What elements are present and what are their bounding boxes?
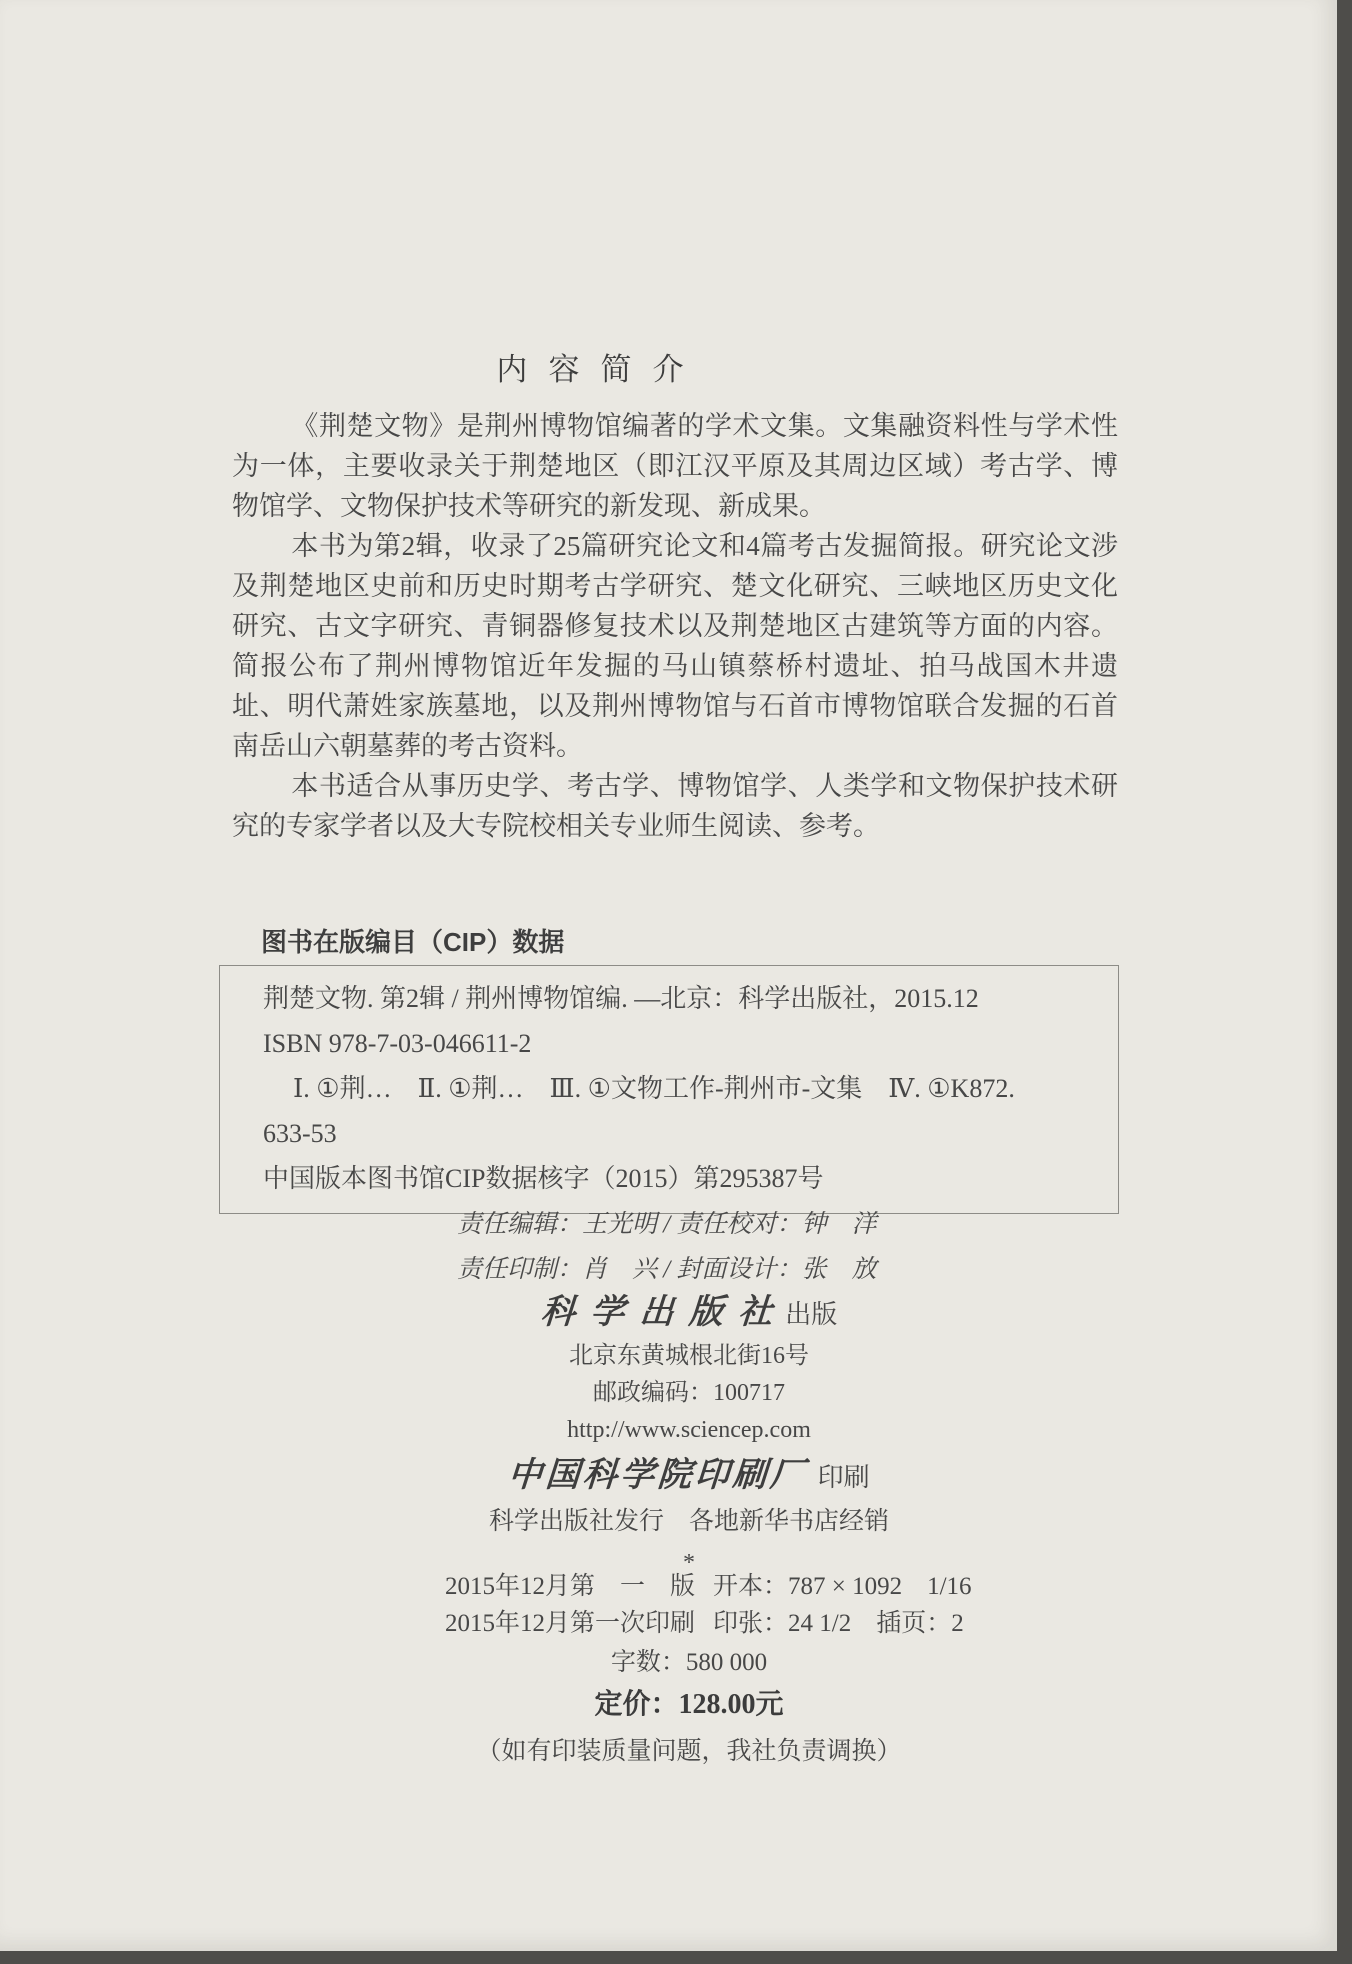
publisher-section (219, 1290, 1159, 1581)
publisher-name-script: 科 学 出 版 社 (539, 1294, 777, 1331)
intro-paragraph-2: 本书为第2辑，收录了25篇研究论文和4篇考古发掘简报。研究论文涉及荆楚地区史前和历史时期考古学研究、楚文化研究、三峡地区历史文化研究、古文字研究、青铜器修复技术以及荆楚地区古建筑等方面的内容。简报公布了荆州博物馆近年发掘的马山镇蔡桥村遗址、拍马战国木井遗址、明代萧姓家族墓地，以及荆州博物馆与石首市博物馆联合发掘的石首南岳山六朝墓葬的考古资料。 (232, 531, 1118, 761)
cip-title-line: 荆楚文物. 第2辑 / 荆州博物馆编. —北京：科学出版社，2015.12 (263, 984, 979, 1013)
cip-section (219, 922, 1119, 1214)
cip-isbn-line: ISBN 978-7-03-046611-2 (263, 1029, 532, 1058)
publisher-imprint (219, 1290, 1159, 1338)
quality-notice: （如有印装质量问题，我社负责调换） (476, 1738, 902, 1765)
sheets-info: 印张：24 1/2 插页：2 (713, 1610, 964, 1637)
page-title: 内容简介 (496, 352, 705, 387)
credits-section (457, 1202, 876, 1292)
cip-classification-line: Ⅰ. ①荆… Ⅱ. ①荆… Ⅲ. ①文物工作-荆州市-文集 Ⅳ. ①K872. (293, 1074, 1015, 1103)
publisher-website: http://www.sciencep.com (567, 1417, 811, 1443)
publisher-address: 北京东黄城根北街16号 (569, 1343, 809, 1369)
word-count: 字数：580 000 (610, 1649, 768, 1676)
printer-suffix: 印刷 (817, 1463, 870, 1492)
cip-box (219, 965, 1119, 1214)
cip-heading: 图书在版编目（CIP）数据 (261, 927, 565, 957)
publisher-postcode: 邮政编码：100717 (593, 1380, 785, 1406)
edition-row (219, 1570, 1159, 1604)
colophon-section (219, 1570, 1159, 1770)
printing-row (219, 1607, 1159, 1641)
printing-info: 2015年12月第一次印刷 (445, 1610, 696, 1637)
intro-paragraph-3: 本书适合从事历史学、考古学、博物馆学、人类学和文物保护技术研究的专家学者以及大专院校相关专业师生阅读、参考。 (232, 771, 1118, 841)
intro-text (232, 406, 1118, 846)
cip-classification-continuation: 633-53 (263, 1119, 337, 1148)
edition-info: 2015年12月第 一 版 (445, 1573, 696, 1600)
distribution-line: 科学出版社发行 各地新华书店经销 (488, 1508, 889, 1535)
price-line: 定价：128.00元 (594, 1689, 784, 1720)
printer-name-script: 中国科学院印刷厂 (507, 1457, 809, 1494)
separator-asterisk: * (683, 1550, 695, 1576)
intro-paragraph-1: 《荆楚文物》是荆州博物馆编著的学术文集。文集融资料性与学术性为一体，主要收录关于荆楚地区（即江汉平原及其周边区域）考古学、博物馆学、文物保护技术等研究的新发现、新成果。 (232, 411, 1118, 521)
format-info: 开本：787 × 1092 1/16 (713, 1573, 972, 1600)
cip-registration-line: 中国版本图书馆CIP数据核字（2015）第295387号 (263, 1164, 824, 1193)
credits-editors-line: 责任编辑：王光明 / 责任校对：钟 洋 (457, 1211, 877, 1238)
publisher-name-suffix: 出版 (785, 1300, 838, 1329)
credits-printing-line: 责任印制：肖 兴 / 封面设计：张 放 (457, 1256, 877, 1283)
printer-line (219, 1451, 1159, 1503)
